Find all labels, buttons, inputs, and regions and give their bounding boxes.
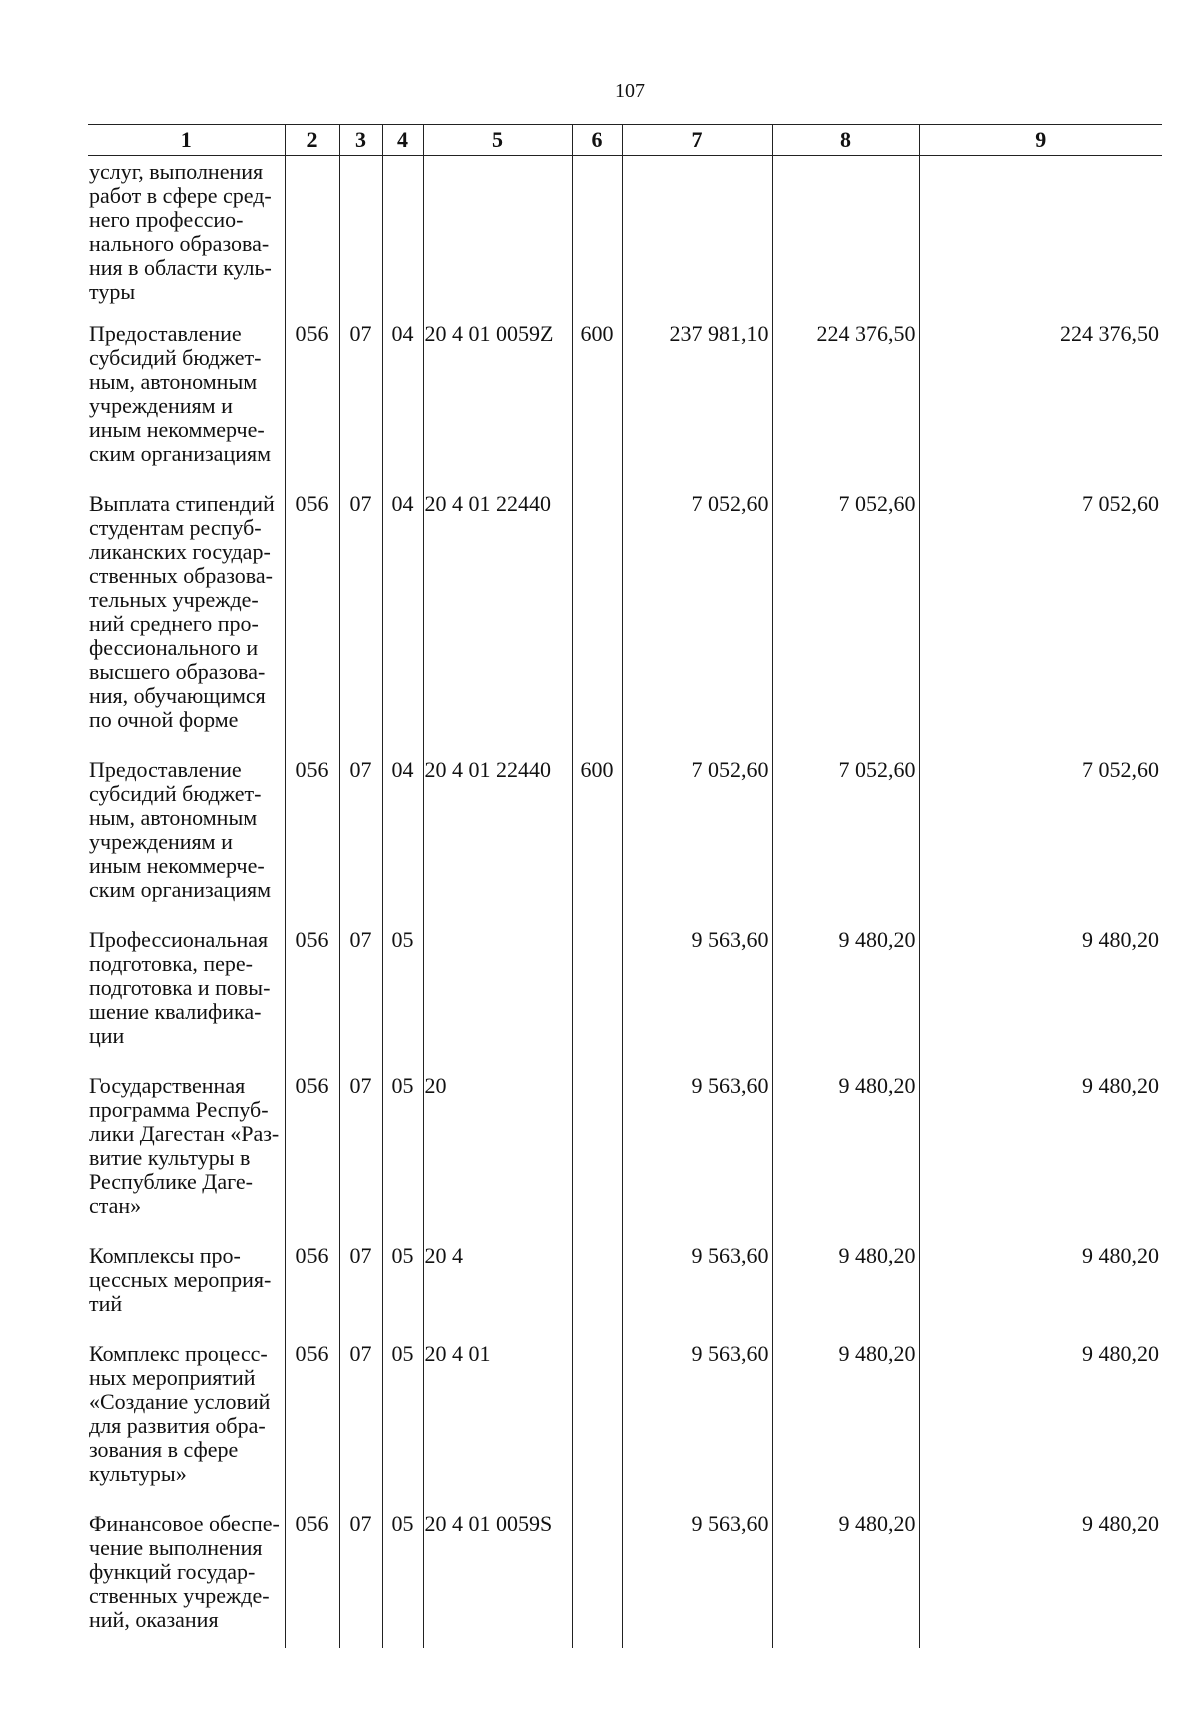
page-number: 107 — [615, 80, 645, 102]
subsection-code: 05 — [382, 1070, 423, 1240]
header-row — [88, 125, 1162, 156]
column-header-9: 9 — [919, 125, 1162, 156]
amount-year-1: 9 563,60 — [622, 924, 772, 1070]
amount-year-2: 9 480,20 — [772, 1070, 919, 1240]
row-name: услуг, выполнения работ в сфере сред-него профессио-нального образова-ния в области куль-туры — [89, 159, 272, 304]
ministry-code: 056 — [285, 1240, 339, 1338]
row-name: Предоставление субсидий бюджет-ным, автономным учреждениям и иным некоммерче-ским организациям — [89, 757, 272, 902]
section-code: 07 — [339, 924, 382, 1070]
expense-type-code — [572, 1240, 622, 1338]
subsection-code — [382, 156, 423, 319]
amount-year-1: 9 563,60 — [622, 1070, 772, 1240]
amount-year-1 — [622, 156, 772, 319]
amount-year-3: 7 052,60 — [919, 754, 1162, 924]
section-code: 07 — [339, 754, 382, 924]
expense-type-code — [572, 156, 622, 319]
amount-year-3: 9 480,20 — [919, 924, 1162, 1070]
target-article-code: 20 4 — [423, 1240, 572, 1338]
budget-table — [88, 124, 1162, 1648]
subsection-code: 04 — [382, 754, 423, 924]
row-name: Комплексы про-цессных мероприя-тий — [89, 1243, 272, 1316]
amount-year-3: 7 052,60 — [919, 488, 1162, 754]
target-article-code: 20 4 01 0059S — [423, 1508, 572, 1648]
target-article-code: 20 4 01 22440 — [423, 754, 572, 924]
amount-year-3: 9 480,20 — [919, 1070, 1162, 1240]
amount-year-2 — [772, 156, 919, 319]
ministry-code: 056 — [285, 318, 339, 488]
amount-year-2: 7 052,60 — [772, 488, 919, 754]
section-code: 07 — [339, 318, 382, 488]
amount-year-2: 9 480,20 — [772, 1338, 919, 1508]
ministry-code: 056 — [285, 1070, 339, 1240]
ministry-code — [285, 156, 339, 319]
ministry-code: 056 — [285, 1338, 339, 1508]
section-code: 07 — [339, 488, 382, 754]
table-row — [88, 1070, 1162, 1240]
ministry-code: 056 — [285, 754, 339, 924]
section-code: 07 — [339, 1508, 382, 1648]
subsection-code: 05 — [382, 1508, 423, 1648]
amount-year-1: 237 981,10 — [622, 318, 772, 488]
expense-type-code — [572, 488, 622, 754]
subsection-code: 05 — [382, 924, 423, 1070]
row-name: Финансовое обеспе-чение выполнения функций государ-ственных учрежде-ний, оказания — [89, 1511, 280, 1632]
row-name: Предоставление субсидий бюджет-ным, автономным учреждениям и иным некоммерче-ским организациям — [89, 321, 272, 466]
amount-year-3 — [919, 156, 1162, 319]
table-row — [88, 754, 1162, 924]
amount-year-3: 9 480,20 — [919, 1508, 1162, 1648]
amount-year-1: 9 563,60 — [622, 1508, 772, 1648]
target-article-code: 20 4 01 — [423, 1338, 572, 1508]
amount-year-1: 9 563,60 — [622, 1338, 772, 1508]
column-header-5: 5 — [423, 125, 572, 156]
table-row — [88, 1508, 1162, 1648]
table-header — [88, 125, 1162, 156]
expense-type-code — [572, 1508, 622, 1648]
table-row — [88, 318, 1162, 488]
amount-year-3: 9 480,20 — [919, 1338, 1162, 1508]
column-header-3: 3 — [339, 125, 382, 156]
ministry-code: 056 — [285, 488, 339, 754]
column-header-8: 8 — [772, 125, 919, 156]
subsection-code: 04 — [382, 318, 423, 488]
row-name: Комплекс процесс-ных мероприятий «Создание условий для развития обра-зования в сфере культуры» — [89, 1341, 271, 1486]
subsection-code: 04 — [382, 488, 423, 754]
subsection-code: 05 — [382, 1338, 423, 1508]
amount-year-2: 224 376,50 — [772, 318, 919, 488]
section-code: 07 — [339, 1070, 382, 1240]
amount-year-2: 9 480,20 — [772, 1508, 919, 1648]
target-article-code — [423, 156, 572, 319]
row-name: Государственная программа Респуб-лики Дагестан «Раз-витие культуры в Республике Даге-стан» — [89, 1073, 280, 1218]
ministry-code: 056 — [285, 1508, 339, 1648]
table-row — [88, 156, 1162, 319]
target-article-code: 20 4 01 22440 — [423, 488, 572, 754]
column-header-1: 1 — [88, 125, 285, 156]
ministry-code: 056 — [285, 924, 339, 1070]
row-name: Профессиональная подготовка, пере-подготовка и повы-шение квалифика-ции — [89, 927, 271, 1048]
target-article-code: 20 — [423, 1070, 572, 1240]
expense-type-code: 600 — [572, 754, 622, 924]
table-row — [88, 1338, 1162, 1508]
expense-type-code — [572, 924, 622, 1070]
expense-type-code — [572, 1070, 622, 1240]
amount-year-3: 224 376,50 — [919, 318, 1162, 488]
amount-year-1: 7 052,60 — [622, 488, 772, 754]
column-header-6: 6 — [572, 125, 622, 156]
column-header-7: 7 — [622, 125, 772, 156]
section-code: 07 — [339, 1338, 382, 1508]
column-header-4: 4 — [382, 125, 423, 156]
target-article-code: 20 4 01 0059Z — [423, 318, 572, 488]
amount-year-2: 7 052,60 — [772, 754, 919, 924]
amount-year-3: 9 480,20 — [919, 1240, 1162, 1338]
section-code — [339, 156, 382, 319]
target-article-code — [423, 924, 572, 1070]
expense-type-code — [572, 1338, 622, 1508]
table-row — [88, 924, 1162, 1070]
row-name: Выплата стипендий студентам респуб-ликанских государ-ственных образова-тельных учрежде-ний среднего про-фессионального и высшего образова-ния, обучающимся по очной форме — [89, 491, 275, 732]
amount-year-1: 9 563,60 — [622, 1240, 772, 1338]
amount-year-1: 7 052,60 — [622, 754, 772, 924]
table-row — [88, 488, 1162, 754]
section-code: 07 — [339, 1240, 382, 1338]
amount-year-2: 9 480,20 — [772, 1240, 919, 1338]
subsection-code: 05 — [382, 1240, 423, 1338]
column-header-2: 2 — [285, 125, 339, 156]
table-row — [88, 1240, 1162, 1338]
expense-type-code: 600 — [572, 318, 622, 488]
table-body — [88, 156, 1162, 1649]
amount-year-2: 9 480,20 — [772, 924, 919, 1070]
